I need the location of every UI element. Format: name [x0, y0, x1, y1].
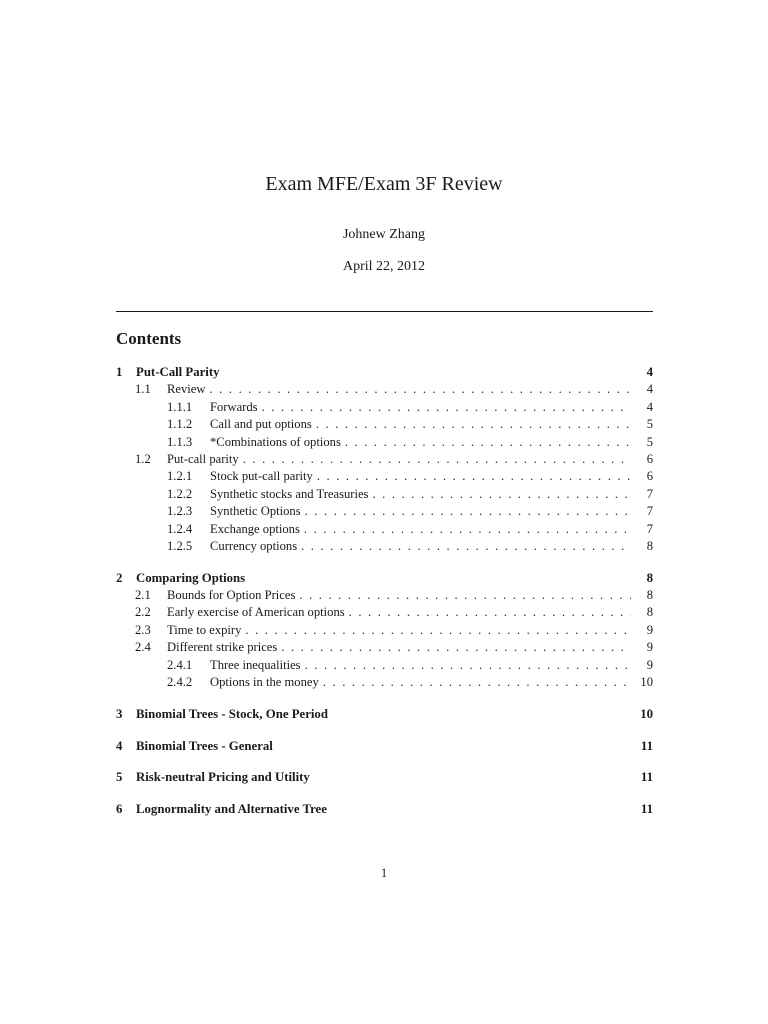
- toc-entry-label: Binomial Trees - General: [136, 738, 273, 753]
- toc-entry-number: 1.1: [135, 382, 151, 397]
- title-divider: [116, 311, 653, 312]
- toc-entry-label: Call and put options: [210, 417, 312, 432]
- toc-subsubsection[interactable]: [116, 657, 653, 674]
- toc-entry-page: 9: [646, 622, 653, 637]
- toc-dot-leader: [243, 451, 631, 468]
- toc-dot-leader: [245, 622, 631, 639]
- toc-subsection[interactable]: [116, 451, 653, 468]
- toc-section[interactable]: [116, 570, 653, 587]
- toc-entry-number: 1.2.4: [167, 521, 193, 536]
- toc-entry-label: Review: [167, 382, 206, 397]
- toc-dot-leader: [305, 657, 631, 674]
- toc-entry-page: 5: [646, 417, 653, 432]
- toc-entry-number: 2.1: [135, 588, 151, 603]
- toc-entry-page: 8: [646, 570, 653, 585]
- toc-subsubsection[interactable]: [116, 468, 653, 485]
- toc-entry-page: 7: [646, 486, 653, 501]
- toc-entry-label: Put-Call Parity: [136, 365, 220, 379]
- toc-entry-label: Three inequalities: [210, 657, 301, 672]
- toc-entry-label: Lognormality and Alternative Tree: [136, 802, 327, 817]
- toc-subsection[interactable]: [116, 639, 653, 656]
- document-author: Johnew Zhang: [342, 227, 426, 242]
- toc-dot-leader: [323, 674, 631, 691]
- document-date: April 22, 2012: [342, 259, 426, 274]
- toc-entry-page: 9: [646, 657, 653, 672]
- toc-subsection[interactable]: [116, 381, 653, 398]
- toc-entry-page: 8: [646, 605, 653, 620]
- toc-entry-page: 10: [640, 675, 653, 690]
- toc-entry-label: Comparing Options: [136, 570, 246, 585]
- toc-entry-number: 5: [116, 770, 123, 785]
- toc-entry-number: 2.4.2: [167, 675, 193, 690]
- table-of-contents: [116, 364, 653, 819]
- toc-entry-number: 1.2.2: [167, 486, 193, 501]
- toc-entry-page: 6: [646, 469, 653, 484]
- toc-entry-label: Synthetic Options: [210, 504, 301, 519]
- document-title: Exam MFE/Exam 3F Review: [265, 173, 503, 195]
- toc-subsubsection[interactable]: [116, 434, 653, 451]
- toc-section[interactable]: [116, 769, 653, 786]
- toc-entry-number: 2: [116, 570, 123, 585]
- toc-entry-page: 11: [640, 802, 653, 817]
- toc-entry-number: 2.4.1: [167, 657, 193, 672]
- toc-entry-number: 4: [116, 738, 123, 753]
- toc-dot-leader: [305, 503, 631, 520]
- toc-subsubsection[interactable]: [116, 503, 653, 520]
- page-number: 1: [380, 866, 388, 880]
- toc-dot-leader: [281, 639, 631, 656]
- toc-entry-label: Forwards: [210, 399, 258, 414]
- toc-entry-page: 7: [646, 504, 653, 519]
- toc-entry-label: Binomial Trees - Stock, One Period: [136, 706, 328, 721]
- toc-dot-leader: [317, 468, 631, 485]
- toc-entry-label: Options in the money: [210, 675, 319, 690]
- toc-subsubsection[interactable]: [116, 538, 653, 555]
- toc-entry-page: 4: [646, 365, 653, 379]
- toc-entry-number: 1.1.1: [167, 399, 193, 414]
- toc-dot-leader: [301, 538, 631, 555]
- toc-entry-number: 1.2.5: [167, 538, 193, 553]
- toc-dot-leader: [304, 521, 631, 538]
- toc-entry-page: 10: [640, 706, 653, 721]
- toc-entry-label: Different strike prices: [167, 640, 278, 655]
- toc-entry-number: 1.2.3: [167, 504, 193, 519]
- toc-section[interactable]: [116, 738, 653, 755]
- toc-entry-number: 2.3: [135, 622, 151, 637]
- toc-subsection[interactable]: [116, 604, 653, 621]
- toc-entry-number: 2.4: [135, 640, 151, 655]
- toc-dot-leader: [316, 416, 631, 433]
- toc-subsubsection[interactable]: [116, 674, 653, 691]
- toc-entry-number: 1: [116, 365, 123, 379]
- toc-subsubsection[interactable]: [116, 521, 653, 538]
- toc-subsection[interactable]: [116, 587, 653, 604]
- toc-entry-number: 6: [116, 802, 123, 817]
- toc-dot-leader: [372, 486, 631, 503]
- toc-entry-number: 1.2.1: [167, 469, 193, 484]
- toc-section[interactable]: [116, 801, 653, 818]
- toc-entry-label: Time to expiry: [167, 622, 242, 637]
- toc-dot-leader: [349, 604, 631, 621]
- toc-entry-page: 4: [646, 382, 653, 397]
- toc-entry-number: 1.1.3: [167, 434, 193, 449]
- toc-entry-page: 6: [646, 451, 653, 466]
- toc-section[interactable]: [116, 364, 653, 381]
- contents-heading: Contents: [116, 329, 182, 348]
- toc-entry-label: Risk-neutral Pricing and Utility: [136, 770, 310, 785]
- toc-entry-label: Currency options: [210, 538, 298, 553]
- toc-entry-label: Put-call parity: [167, 451, 239, 466]
- toc-entry-page: 8: [646, 538, 653, 553]
- toc-section[interactable]: [116, 706, 653, 723]
- toc-subsubsection[interactable]: [116, 486, 653, 503]
- toc-entry-page: 11: [640, 770, 653, 785]
- toc-subsection[interactable]: [116, 622, 653, 639]
- toc-entry-number: 1.1.2: [167, 417, 193, 432]
- toc-entry-number: 2.2: [135, 605, 151, 620]
- toc-entry-page: 5: [646, 434, 653, 449]
- toc-dot-leader: [299, 587, 631, 604]
- toc-entry-label: Exchange options: [210, 521, 300, 536]
- toc-entry-page: 7: [646, 521, 653, 536]
- toc-entry-label: Early exercise of American options: [167, 605, 345, 620]
- toc-entry-label: Synthetic stocks and Treasuries: [210, 486, 369, 501]
- toc-entry-number: 1.2: [135, 451, 151, 466]
- toc-subsubsection[interactable]: [116, 399, 653, 416]
- toc-entry-page: 8: [646, 588, 653, 603]
- toc-entry-label: Stock put-call parity: [210, 469, 313, 484]
- toc-entry-page: 4: [646, 399, 653, 414]
- toc-entry-page: 11: [640, 738, 653, 753]
- toc-entry-page: 9: [646, 640, 653, 655]
- toc-subsubsection[interactable]: [116, 416, 653, 433]
- toc-entry-label: Bounds for Option Prices: [167, 588, 296, 603]
- toc-dot-leader: [209, 381, 631, 398]
- toc-dot-leader: [262, 399, 631, 416]
- toc-entry-label: *Combinations of options: [210, 434, 341, 449]
- toc-entry-number: 3: [116, 706, 123, 721]
- toc-dot-leader: [345, 434, 631, 451]
